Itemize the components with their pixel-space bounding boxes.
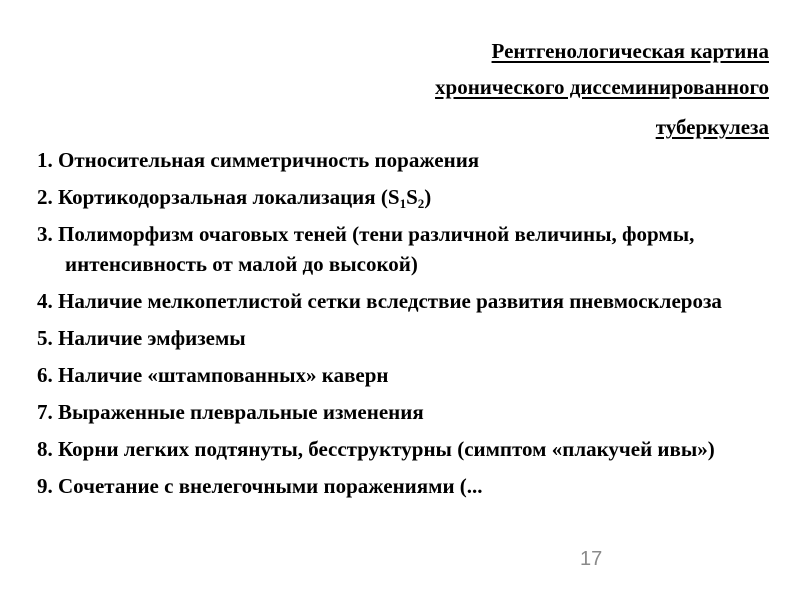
list-item: 5. Наличие эмфиземы [37, 326, 246, 350]
subscript: 1 [399, 196, 407, 211]
item-text: ) [424, 185, 432, 209]
subscript: 2 [417, 196, 425, 211]
list-item: 3. Полиморфизм очаговых теней (тени различной величины, формы, интенсивность от малой до высокой) [37, 222, 695, 276]
list-item: 6. Наличие «штампованных» каверн [37, 363, 389, 387]
item-text: 2. Кортикодорзальная локализация (S [37, 185, 400, 209]
page-number: 17 [580, 548, 603, 570]
slide-title [209, 33, 769, 145]
list-item: 9. Сочетание с внелегочными поражениями (... [37, 474, 483, 498]
title-line-1: Рентгенологическая картина [491, 39, 769, 63]
title-line-2: хронического диссеминированного [435, 75, 769, 99]
list-item: 7. Выраженные плевральные изменения [37, 400, 424, 424]
criteria-list [37, 145, 777, 508]
list-item [37, 182, 777, 212]
list-item: 8. Корни легких подтянуты, бесструктурны (симптом «плакучей ивы») [37, 437, 715, 461]
item-text: S [406, 185, 418, 209]
title-line-3: туберкулеза [655, 115, 769, 139]
list-item: 1. Относительная симметричность поражения [37, 148, 480, 172]
list-item: 4. Наличие мелкопетлистой сетки вследствие развития пневмосклероза [37, 289, 722, 313]
